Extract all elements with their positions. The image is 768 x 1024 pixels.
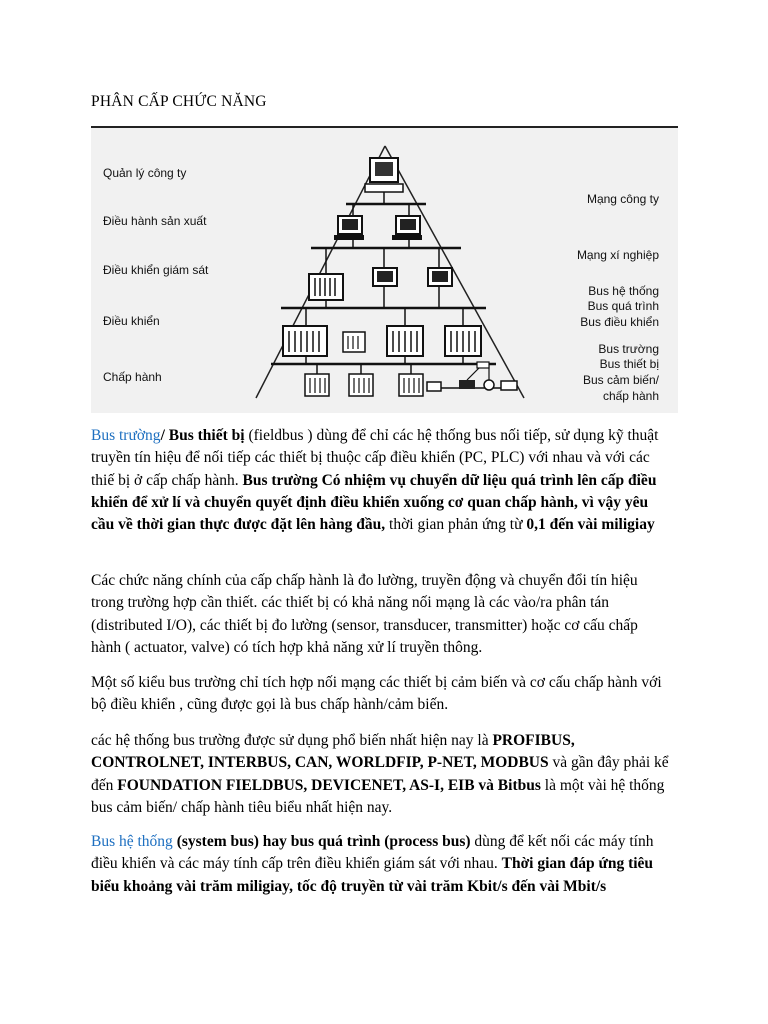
level-label-field: Chấp hành [103,370,162,384]
network-label-enterprise: Mạng xí nghiệp [576,248,659,262]
network-label-system-bus: Bus hệ thống [588,284,659,298]
paragraph-text: và gần đây phải kể đến [91,754,669,794]
paragraph-fieldbus-systems [91,730,671,819]
level-label-supervisory: Điều khiển giám sát [103,263,209,277]
paragraph-sensor-bus: Một số kiểu bus trường chỉ tích hợp nối mạng các thiết bị cảm biến và cơ cấu chấp hành với bộ điều khiển , cũng được gọi là bus chấp hành/cảm biến. [91,674,662,714]
paragraph-text: thời gian phản ứng từ [385,516,527,534]
term-system-bus: Bus hệ thống [91,833,173,850]
hierarchy-diagram [91,126,678,413]
page-title: PHÂN CẤP CHỨC NĂNG [91,93,267,110]
controller-rack-icon [283,308,327,356]
production-computer-icon [392,204,422,240]
paragraph-text: (fieldbus ) dùng để chỉ các hệ thống bus nối tiếp, sử dụng kỹ thuật truyền tín hiệu để nối tiếp các thiết bị thuộc cấp điều khiển (PC, PLC) với nhau và với các thiế bị ở cấp chấp hành. [91,427,659,489]
network-label-control-bus: Bus điều khiển [580,315,659,329]
paragraph-text: dùng để kết nối các máy tính điều khiển và các máy tính cấp trên điều khiển giám sát với nhau. [91,833,654,873]
io-module-icon [349,364,373,396]
network-label-device-bus: Bus thiết bị [599,357,659,371]
controller-rack-icon [387,308,423,356]
sensor-device-icon [427,362,517,391]
production-computer-icon [334,204,364,240]
io-module-icon [305,364,329,396]
bold-text: Thời gian đáp ứng tiêu biểu khoảng vài trăm miligiay, tốc độ truyền từ vài trăm Kbit/s đến vài Mbit/s [91,855,654,895]
network-label-sensor-bus: Bus cảm biến/ [582,373,659,387]
bold-text: PROFIBUS, CONTROLNET, INTERBUS, CAN, WORLDFIP, P-NET, MODBUS [91,732,575,772]
bold-text: Bus trường Có nhiệm vụ chuyển dữ liệu quá trình lên cấp điều khiển để xử lí và chuyển quyết định điều khiển xuống cơ quan chấp hành, vì vậy yêu cầu về thời gian thực được đặt lên hàng đầu, [91,471,657,534]
level-label-company: Quản lý công ty [103,166,187,180]
paragraph-fieldbus [91,425,671,536]
controller-rack-icon [445,308,481,356]
company-computer-icon [365,158,403,192]
bold-text: FOUNDATION FIELDBUS, DEVICENET, AS-I, EIB và Bitbus [117,776,541,794]
level-label-production: Điều hành sản xuất [103,214,207,228]
network-label-company: Mạng công ty [586,192,659,206]
separator: / [160,427,169,444]
paragraph-functions: Các chức năng chính của cấp chấp hành là đo lường, truyền động và chuyển đổi tín hiệu trong trường hợp cần thiết. các thiết bị có khả năng nối mạng là các vào/ra phân tán (distributed I/O), các thiết bị đo lường (sensor, transducer, transmitter) hoặc cơ cấu chấp hành ( actuator, valve) có tích hợp khả năng xử lí truyền thông. [91,572,638,656]
supervisory-computer-icon [428,248,452,286]
paragraph-text: là một vài hệ thống bus cảm biến/ chấp hành tiêu biểu nhất hiện nay. [91,776,665,816]
level-label-control: Điều khiển [103,314,160,328]
network-label-actuator: chấp hành [602,389,659,403]
network-label-field-bus: Bus trường [598,342,659,356]
supervisory-computer-icon [373,248,397,286]
io-module-icon [399,364,423,396]
small-controller-icon [343,332,365,352]
paragraph-system-bus [91,831,671,898]
bold-text: (system bus) hay bus quá trình (process bus) [172,833,471,850]
network-label-process-bus: Bus quá trình [587,299,659,313]
bold-text: 0,1 đến vài miligiay [526,516,655,534]
pyramid-figure [91,128,678,413]
term-fieldbus: Bus trường [91,427,161,444]
paragraph-text: các hệ thống bus trường được sử dụng phổ biến nhất hiện nay là [91,732,493,749]
term-device-bus: Bus thiết bị [168,427,245,444]
plc-rack-icon [309,248,343,300]
